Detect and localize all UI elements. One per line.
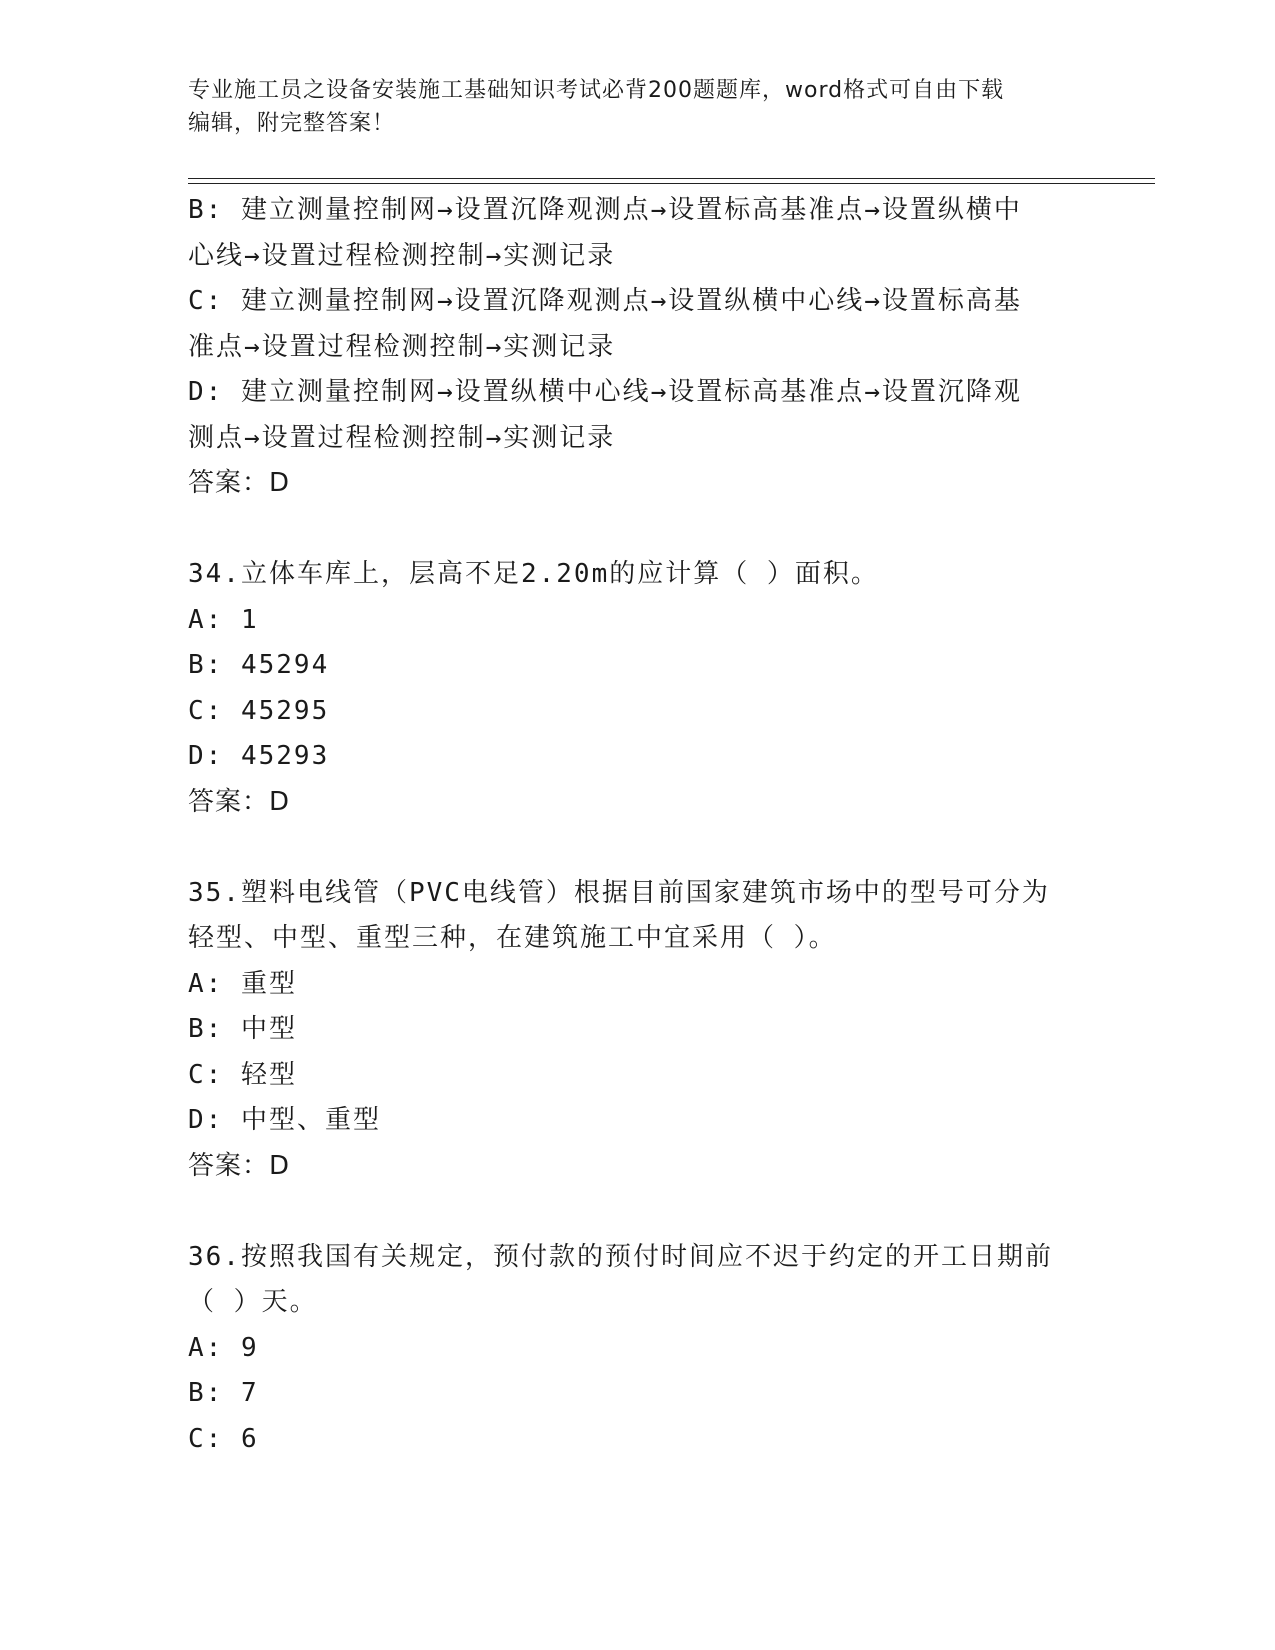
- answer-text: 答案：D: [188, 1150, 291, 1181]
- answer-text: 答案：D: [188, 786, 291, 817]
- question-stem: 34.立体车库上，层高不足2.20m的应计算（ ）面积。: [188, 559, 879, 589]
- option-c: C: 轻型: [188, 1059, 297, 1090]
- document-body: [188, 188, 1088, 1462]
- option-a: A: 1: [188, 604, 259, 635]
- option-a: A: 重型: [188, 968, 297, 999]
- question-spacer: [188, 1189, 1088, 1235]
- answer-text: 答案：D: [188, 468, 291, 498]
- question-stem-line-1: 35.塑料电线管（PVC电线管）根据目前国家建筑市场中的型号可分为: [188, 877, 1050, 908]
- option-c: C: 6: [188, 1423, 259, 1454]
- question-34: [188, 552, 1088, 825]
- header-title-line-1: 专业施工员之设备安装施工基础知识考试必背200题题库，word格式可自由下载: [188, 78, 1005, 103]
- option-b: B: 45294: [188, 650, 330, 680]
- header-title-line-2: 编辑，附完整答案！: [188, 111, 396, 136]
- option-c-line-1: C: 建立测量控制网→设置沉降观测点→设置纵横中心线→设置标高基: [188, 286, 1022, 316]
- option-c-line-2: 准点→设置过程检测控制→实测记录: [188, 331, 616, 362]
- option-d-line-1: D: 建立测量控制网→设置纵横中心线→设置标高基准点→设置沉降观: [188, 377, 1022, 407]
- header-rule-bottom: [188, 183, 1155, 184]
- question-stem-line-1: 36.按照我国有关规定，预付款的预付时间应不迟于约定的开工日期前: [188, 1241, 1053, 1272]
- question-spacer: [188, 507, 1088, 553]
- option-b-line-1: B: 建立测量控制网→设置沉降观测点→设置标高基准点→设置纵横中: [188, 195, 1022, 225]
- option-c: C: 45295: [188, 695, 330, 726]
- question-36: [188, 1235, 1088, 1463]
- question-33-continued: [188, 188, 1088, 507]
- option-a: A: 9: [188, 1332, 259, 1363]
- page-header: [188, 74, 1088, 140]
- option-b: B: 中型: [188, 1014, 297, 1044]
- question-spacer: [188, 825, 1088, 871]
- option-d: D: 45293: [188, 741, 330, 771]
- question-stem-line-2: （ ）天。: [188, 1287, 318, 1317]
- question-stem-line-2: 轻型、中型、重型三种，在建筑施工中宜采用（ ）。: [188, 923, 837, 953]
- question-35: [188, 871, 1088, 1190]
- option-b: B: 7: [188, 1378, 259, 1408]
- header-rule-top: [188, 178, 1155, 179]
- option-b-line-2: 心线→设置过程检测控制→实测记录: [188, 240, 616, 271]
- option-d-line-2: 测点→设置过程检测控制→实测记录: [188, 422, 616, 453]
- option-d: D: 中型、重型: [188, 1105, 381, 1135]
